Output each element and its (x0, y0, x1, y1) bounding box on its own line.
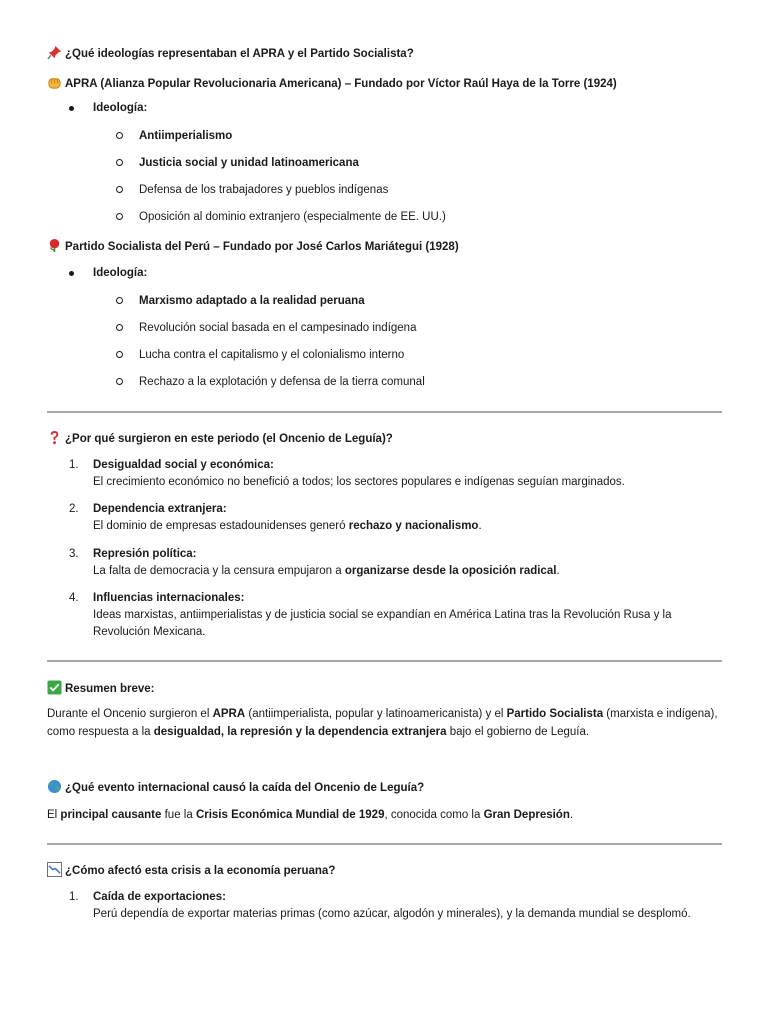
reason-text: Ideas marxistas, antiimperialistas y de justicia social se expandían en América Latina tras la Revolución Rusa y la Revolución Mexicana. (93, 609, 672, 638)
question-why: ¿Por qué surgieron en este periodo (el Oncenio de Leguía)? (47, 430, 393, 447)
circle-bullet (116, 159, 123, 166)
ps-item: Rechazo a la explotación y defensa de la tierra comunal (139, 376, 425, 388)
effect-item (93, 889, 723, 923)
chart-decreasing-icon (47, 862, 62, 877)
reason-item (93, 457, 723, 491)
effect-text: Perú dependía de exportar materias primas (como azúcar, algodón y minerales), y la demanda mundial se desplomó. (93, 908, 691, 920)
rose-icon (47, 238, 62, 253)
reason-item (93, 590, 723, 641)
summary-text: Durante el Oncenio surgieron el APRA (antiimperialista, popular y latinoamericanista) y el Partido Socialista (marxista e indígena), como respuesta a la desigualdad, la represión y la dependencia extranjera bajo el gobierno de Leguía. (47, 708, 718, 738)
question-crisis-effect: ¿Cómo afectó esta crisis a la economía peruana? (47, 862, 335, 879)
bullet-dot (69, 106, 74, 111)
apra-item: Defensa de los trabajadores y pueblos indígenas (139, 184, 389, 196)
divider (47, 843, 722, 845)
circle-bullet (116, 213, 123, 220)
circle-bullet (116, 351, 123, 358)
reason-item: Represión política: La falta de democracia y la censura empujaron a organizarse desde la oposición radical. (93, 548, 560, 577)
check-mark-icon (47, 680, 62, 695)
list-number: 4. (69, 592, 79, 604)
circle-bullet (116, 378, 123, 385)
bullet-dot (69, 271, 74, 276)
apra-ideology-label: Ideología: (93, 102, 148, 114)
list-number: 3. (69, 548, 79, 560)
effect-title: Caída de exportaciones: (93, 891, 226, 903)
divider (47, 660, 722, 662)
circle-bullet (116, 186, 123, 193)
reason-title: Dependencia extranjera: (93, 503, 227, 515)
circle-bullet (116, 132, 123, 139)
apra-item: Justicia social y unidad latinoamericana (139, 157, 359, 169)
reason-item: Dependencia extranjera: El dominio de empresas estadounidenses generó rechazo y nacionalismo. (93, 503, 482, 532)
ps-item: Marxismo adaptado a la realidad peruana (139, 295, 365, 307)
pushpin-icon (47, 45, 62, 60)
summary-title: Resumen breve: (47, 680, 154, 697)
question-ideologies: ¿Qué ideologías representaban el APRA y el Partido Socialista? (47, 45, 414, 62)
ps-item: Revolución social basada en el campesinado indígena (139, 322, 417, 334)
list-number: 2. (69, 503, 79, 515)
reason-title: Represión política: (93, 548, 197, 560)
apra-heading: APRA (Alianza Popular Revolucionaria Americana) – Fundado por Víctor Raúl Haya de la Torre (1924) (47, 75, 617, 92)
apra-item: Oposición al dominio extranjero (especialmente de EE. UU.) (139, 211, 446, 223)
ps-heading: Partido Socialista del Perú – Fundado por José Carlos Mariátegui (1928) (47, 238, 459, 255)
divider (47, 411, 722, 413)
list-number: 1. (69, 459, 79, 471)
circle-bullet (116, 297, 123, 304)
list-number: 1. (69, 891, 79, 903)
event-answer: El principal causante fue la Crisis Económica Mundial de 1929, conocida como la Gran Depresión. (47, 809, 574, 821)
apra-item: Antiimperialismo (139, 130, 233, 142)
reason-text: El crecimiento económico no benefició a todos; los sectores populares e indígenas seguían marginados. (93, 476, 625, 488)
reason-title: Desigualdad social y económica: (93, 459, 274, 471)
fist-icon (47, 75, 62, 90)
reason-title: Influencias internacionales: (93, 592, 245, 604)
globe-icon (47, 779, 62, 794)
question-mark-icon (47, 430, 62, 445)
ps-ideology-label: Ideología: (93, 267, 148, 279)
question-international-event: ¿Qué evento internacional causó la caída del Oncenio de Leguía? (47, 779, 424, 796)
ps-item: Lucha contra el capitalismo y el colonialismo interno (139, 349, 405, 361)
circle-bullet (116, 324, 123, 331)
